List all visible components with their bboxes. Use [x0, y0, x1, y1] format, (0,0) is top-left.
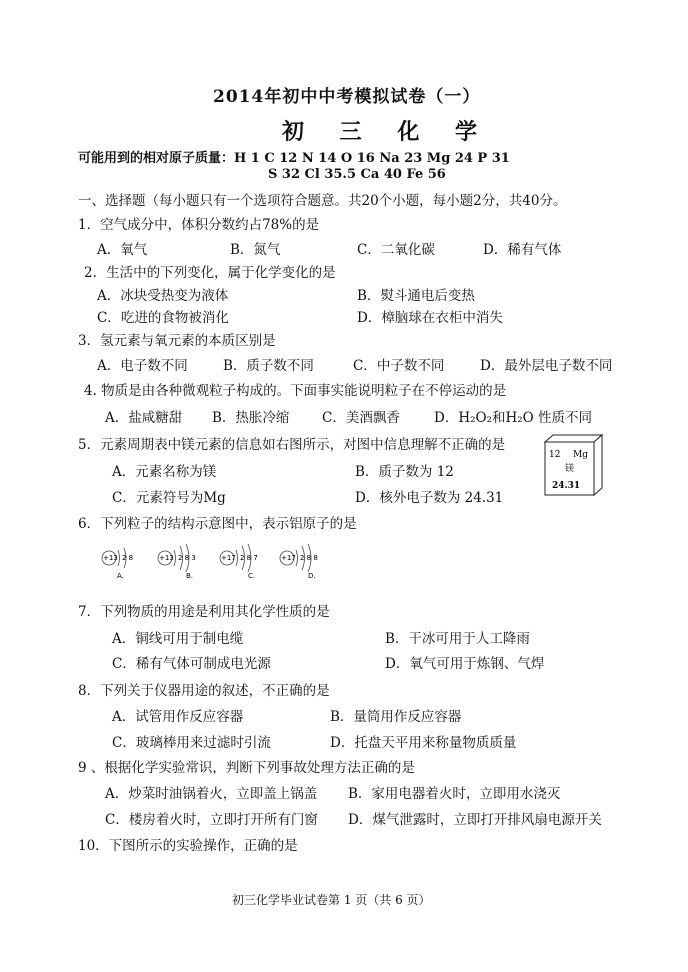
atom-diagram-d — [280, 544, 318, 580]
question-7-stem: 7．下列物质的用途是利用其化学性质的是 — [78, 604, 330, 620]
question-2-option-a: A．冰块受热变为液体 — [97, 288, 229, 304]
atom-diagram-c — [220, 544, 258, 580]
mg-name: 镁 — [565, 464, 575, 474]
svg-text:A.: A. — [117, 572, 124, 580]
question-7-option-c: C．稀有气体可制成电光源 — [112, 656, 271, 672]
question-7-option-d: D．氧气可用于炼钢、气焊 — [385, 656, 545, 672]
question-4-option-d: D．H₂O₂和H₂O 性质不同 — [434, 410, 593, 426]
magnesium-element-card — [540, 432, 604, 498]
question-3-option-d: D．最外层电子数不同 — [480, 358, 613, 374]
svg-text:C.: C. — [248, 572, 256, 580]
question-6-stem: 6．下列粒子的结构示意图中，表示铝原子的是 — [78, 516, 357, 532]
question-1-stem: 1．空气成分中，体积分数约占78%的是 — [78, 217, 320, 233]
question-8-option-c: C．玻璃棒用来过滤时引流 — [112, 735, 271, 751]
question-10-stem: 10．下图所示的实验操作，正确的是 — [78, 838, 298, 854]
subject-title: 初 三 化 学 — [282, 119, 491, 145]
section-title: 一、选择题（每小题只有一个选项符合题意。共20个小题，每小题2分，共40分。 — [78, 193, 567, 209]
question-7-option-b: B．干冰可用于人工降雨 — [385, 631, 530, 647]
question-9-option-a: A．炒菜时油锅着火，立即盖上锅盖 — [105, 786, 318, 802]
question-9-stem: 9 、根据化学实验常识，判断下列事故处理方法正确的是 — [78, 760, 415, 776]
mg-atomic-number: 12 — [549, 450, 561, 460]
question-5-option-d: D．核外电子数为 24.31 — [355, 490, 504, 506]
svg-text:2 8 3: 2 8 3 — [178, 554, 196, 562]
svg-text:2 8 8: 2 8 8 — [300, 554, 318, 562]
question-3-option-c: C．中子数不同 — [353, 358, 445, 374]
exam-title: 2014年初中中考模拟试卷（一） — [213, 87, 481, 107]
svg-text:+17: +17 — [281, 554, 296, 562]
question-1-option-d: D．稀有气体 — [483, 242, 562, 258]
question-3-stem: 3．氢元素与氧元素的本质区别是 — [78, 333, 276, 349]
mg-symbol: Mg — [573, 450, 588, 460]
page-footer: 初三化学毕业试卷第 1 页（共 6 页） — [232, 893, 431, 907]
question-5-option-a: A．元素名称为镁 — [112, 464, 217, 480]
svg-text:+17: +17 — [221, 554, 236, 562]
atomic-mass-line-2: S 32 Cl 35.5 Ca 40 Fe 56 — [268, 167, 446, 182]
question-1-option-c: C．二氧化碳 — [357, 242, 435, 258]
svg-text:2 8 7: 2 8 7 — [240, 554, 258, 562]
question-5-stem: 5．元素周期表中镁元素的信息如右图所示，对图中信息理解不正确的是 — [78, 437, 506, 453]
question-2-option-d: D．樟脑球在衣柜中消失 — [357, 310, 503, 326]
question-8-option-d: D．托盘天平用来称量物质质量 — [330, 735, 517, 751]
question-4-option-b: B．热胀冷缩 — [212, 410, 290, 426]
question-1-option-a: A．氧气 — [97, 242, 148, 258]
question-5-option-b: B．质子数为 12 — [355, 464, 454, 480]
question-4-option-a: A．盐咸糖甜 — [105, 410, 183, 426]
question-8-option-a: A．试管用作反应容器 — [112, 709, 244, 725]
svg-text:B.: B. — [186, 572, 194, 580]
question-2-option-c: C．吃进的食物被消化 — [97, 310, 229, 326]
mg-atomic-mass: 24.31 — [552, 481, 581, 491]
question-5-option-c: C．元素符号为Mg — [112, 490, 226, 506]
atomic-mass-line-1: 可能用到的相对原子质量：H 1 C 12 N 14 O 16 Na 23 Mg 24 P 31 — [78, 151, 510, 166]
svg-text:+13: +13 — [103, 554, 118, 562]
question-3-option-a: A．电子数不同 — [97, 358, 188, 374]
question-7-option-a: A．铜线可用于制电缆 — [112, 631, 244, 647]
question-8-option-b: B．量筒用作反应容器 — [330, 709, 462, 725]
svg-text:2 8: 2 8 — [122, 554, 134, 562]
question-4-option-c: C．美酒飘香 — [322, 410, 400, 426]
question-9-option-d: D．煤气泄露时，立即打开排风扇电源开关 — [348, 812, 602, 828]
svg-text:D.: D. — [308, 572, 316, 580]
question-4-stem: 4. 物质是由各种微观粒子构成的。下面事实能说明粒子在不停运动的是 — [84, 383, 507, 399]
question-2-option-b: B．熨斗通电后变热 — [357, 288, 475, 304]
svg-text:+13: +13 — [159, 554, 174, 562]
atom-diagram-a — [102, 548, 133, 580]
question-3-option-b: B．质子数不同 — [223, 358, 314, 374]
question-9-option-b: B．家用电器着火时，立即用水浇灭 — [348, 786, 561, 802]
atom-diagram-b — [158, 544, 196, 580]
question-1-option-b: B．氮气 — [230, 242, 281, 258]
question-8-stem: 8．下列关于仪器用途的叙述，不正确的是 — [78, 683, 330, 699]
question-9-option-c: C．楼房着火时，立即打开所有门窗 — [105, 812, 318, 828]
question-2-stem: 2．生活中的下列变化，属于化学变化的是 — [84, 265, 336, 281]
atom-structure-diagrams — [100, 540, 330, 582]
